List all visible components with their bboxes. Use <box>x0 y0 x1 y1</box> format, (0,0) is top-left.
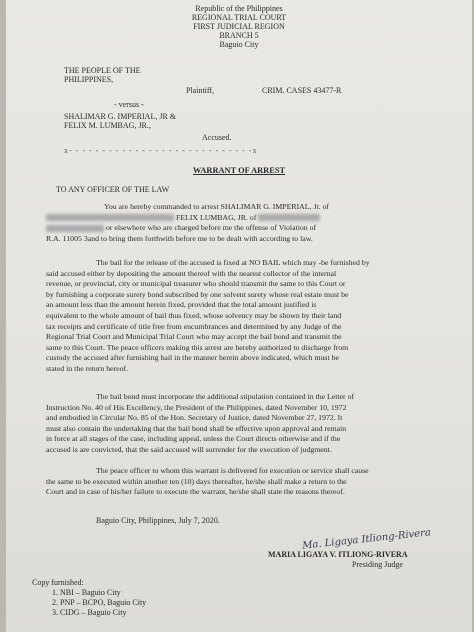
p3-line6: accused is are convicted, that the said accused will surrender for the execution of judgment. <box>46 444 332 454</box>
date-line: Baguio City, Philippines, July 7, 2020. <box>96 516 220 525</box>
p2-line8: Regional Trial Court and Municipal Trial Court who may accept the bail bond and transmit the <box>46 332 342 342</box>
caption-separator: x- - - - - - - - - - - - - - - - - - - - - - - - - - - -x <box>64 146 258 155</box>
caption-accused-label: Accused. <box>202 133 232 142</box>
judge-title: Presiding Judge <box>352 560 403 569</box>
header-court: REGIONAL TRIAL COURT <box>191 13 287 22</box>
warrant-document-page <box>6 0 472 632</box>
p1-line3: or elsewhere who are charged before me the offense of Violation of <box>105 223 317 233</box>
caption-plaintiff: Plaintiff, <box>186 86 215 95</box>
p2-line4: by furnishing a corporate surety bond subscribed by one solvent surety whose real estate must be <box>46 289 349 299</box>
copy-item: 3. CIDG – Baguio City <box>52 608 127 617</box>
judge-name: MARIA LIGAYA V. ITLIONG-RIVERA <box>268 550 408 559</box>
redacted-address-1 <box>46 214 174 221</box>
p4-line1: The peace officer to whom this warrant is delivered for execution or service shall cause <box>96 466 369 475</box>
p2-line5: an amount less than the amount herein fixed, provided that the total amount justified is <box>46 300 317 310</box>
copy-item: 2. PNP – BCPO, Baguio City <box>52 598 147 607</box>
caption-accused-line2: FELIX M. LUMBAG, JR., <box>64 121 151 130</box>
handwritten-signature: Ma. Ligaya Itliong-Rivera <box>301 527 432 552</box>
paragraph-bail <box>46 258 441 375</box>
header-republic: Republic of the Philippines <box>195 4 283 13</box>
p3-line4: must also contain the undertaking that the bail bond shall be effective upon approval and remain <box>46 423 347 433</box>
header-region: FIRST JUDICIAL REGION <box>193 22 285 31</box>
p2-line2: said accused either by depositing the amount thereof with the nearest collector of the internal <box>46 268 337 278</box>
salutation: TO ANY OFFICER OF THE LAW <box>56 185 170 194</box>
caption-people-line1: THE PEOPLE OF THE <box>64 66 141 75</box>
caption-versus: - versus - <box>114 100 144 109</box>
p3-line1: The bail bond must incorporate the additional stipulation contained in the Letter of <box>96 392 355 401</box>
paragraph-bail-bond <box>46 392 441 456</box>
p4-line2: the same to be executed within another ten (10) days thereafter, he/she shall make a return to the <box>46 476 347 486</box>
copy-item: 1. NBI – Baguio City <box>52 588 121 597</box>
p3-line5: in force at all stages of the case, including appeal, unless the Court directs otherwise and if the <box>46 434 341 444</box>
p4-line3: Court and in case of his/her failure to execute the warrant, he/she shall state the reasons thereof. <box>46 487 345 497</box>
p2-line10: custody the accused after furnishing bail in the manner herein above indicated, which must be <box>46 353 339 363</box>
paragraph-arrest-command <box>46 202 441 244</box>
p2-line1: The bail for the release of the accused is fixed at NO BAIL which may -be furnished by <box>96 258 370 267</box>
p2-line11: stated in the return hereof. <box>46 363 129 373</box>
p2-line3: revenue, or provincial, city or municipal treasurer who should transmit the same to this Court or <box>46 279 346 289</box>
caption-people-line2: PHILIPPINES, <box>64 75 114 84</box>
p1-line2: FELIX LUMBAG, JR. of <box>175 212 257 222</box>
document-title: WARRANT OF ARREST <box>192 166 286 175</box>
header-branch: BRANCH 5 <box>219 31 259 40</box>
caption-accused-line1: SHALIMAR G. IMPERIAL, JR & <box>64 112 177 121</box>
p2-line6: equivalent to the whole amount of bail thus fixed, whose solvency may be shown by their land <box>46 310 342 320</box>
case-number: CRIM. CASES 43477-R <box>262 86 342 95</box>
p3-line3: and embodied in Circular No. 85 of the Hon. Secretary of Justice, dated November 27, 1972. It <box>46 413 343 423</box>
p2-line9: same to this Court. The peace officers making this arrest are hereby authorized to discharge from <box>46 342 349 352</box>
p1-line4: R.A. 11005 3and to bring them forthwith before me to be dealt with according to law. <box>46 233 313 243</box>
p3-line2: Instruction No. 40 of His Excellency, the President of the Philippines, dated November 10, 1972 <box>46 402 347 412</box>
redacted-address-2 <box>258 214 320 221</box>
p2-line7: tax receipts and certificate of title free from encumbrances and determined by any Judge of the <box>46 321 342 331</box>
p1-line1: You are hereby commanded to arrest SHALIMAR G. IMPERIAL, Jr. of <box>104 202 330 211</box>
header-city: Baguio City <box>219 40 259 49</box>
copy-furnished-label: Copy furnished: <box>32 578 84 587</box>
paragraph-peace-officer <box>46 466 441 498</box>
redacted-address-3 <box>46 225 104 232</box>
